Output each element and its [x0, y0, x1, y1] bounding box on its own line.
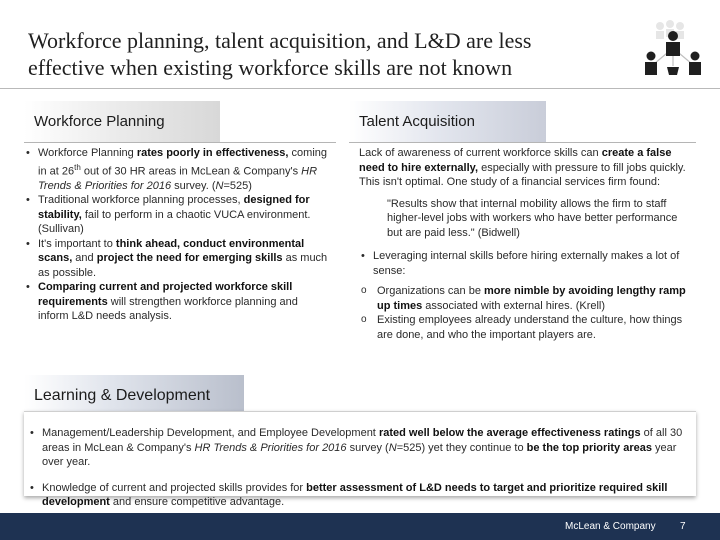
slide-title-line-2: effective when existing workforce skills are not known	[28, 55, 513, 80]
workforce-planning-heading-text: Workforce Planning	[34, 113, 165, 130]
learning-development-column	[28, 415, 688, 519]
ta-intro: Lack of awareness of current workforce skills can create a false need to hire externally, especially with pressure to fill jobs quickly. This isn't optimal. One study of a financial services firm found:	[359, 147, 686, 188]
footer-bar	[0, 513, 720, 540]
workforce-planning-heading	[24, 101, 220, 142]
talent-acquisition-rule	[349, 142, 696, 143]
talent-acquisition-heading-text: Talent Acquisition	[359, 113, 475, 130]
ta-bullet-1: • Leveraging internal skills before hiring externally makes a lot of sense:	[359, 249, 686, 278]
talent-acquisition-column	[359, 146, 686, 342]
footer-company: McLean & Company	[565, 521, 656, 532]
talent-acquisition-heading	[349, 101, 546, 142]
wfp-bullet-1: • Workforce Planning rates poorly in effectiveness, coming in at 26th out of 30 HR areas in McLean & Company's HR Trends & Priorities for 2016 survey. (N=525)	[24, 146, 330, 193]
learning-development-heading	[24, 375, 244, 416]
ta-subbullet-1: o Organizations can be more nimble by avoiding lengthy ramp up times associated with external hires. (Krell)	[359, 284, 686, 313]
page-number: 7	[680, 521, 686, 532]
title-divider	[0, 88, 720, 89]
wfp-bullet-3: • It's important to think ahead, conduct environmental scans, and project the need for emerging skills as much as possible.	[24, 237, 330, 281]
slide-title	[28, 27, 628, 81]
workforce-planning-rule	[24, 142, 336, 143]
slide-title-line-1: Workforce planning, talent acquisition, and L&D are less	[28, 28, 532, 53]
ta-quote: "Results show that internal mobility allows the firm to staff higher-level jobs with workers who have better performance but are paid less." (Bidwell)	[387, 197, 678, 239]
workforce-planning-column	[24, 146, 330, 324]
ld-bullet-2: • Knowledge of current and projected skills provides for better assessment of L&D needs to target and prioritize required skill development and ensure competitive advantage.	[28, 481, 688, 510]
learning-development-heading-text: Learning & Development	[34, 386, 211, 404]
wfp-bullet-2: • Traditional workforce planning processes, designed for stability, fail to perform in a chaotic VUCA environment. (Sullivan)	[24, 193, 330, 237]
people-network-icon	[640, 18, 710, 88]
wfp-bullet-4: • Comparing current and projected workforce skill requirements will strengthen workforce planning and inform L&D needs analysis.	[24, 280, 330, 324]
ta-subbullet-2: o Existing employees already understand the culture, how things are done, and who the important players are.	[359, 313, 686, 342]
ld-bullet-1: • Management/Leadership Development, and Employee Development rated well below the average effectiveness ratings of all 30 areas in McLean & Company's HR Trends & Priorities for 2016 survey (N=525) yet they continue to be the top priority areas year over year.	[28, 426, 688, 470]
